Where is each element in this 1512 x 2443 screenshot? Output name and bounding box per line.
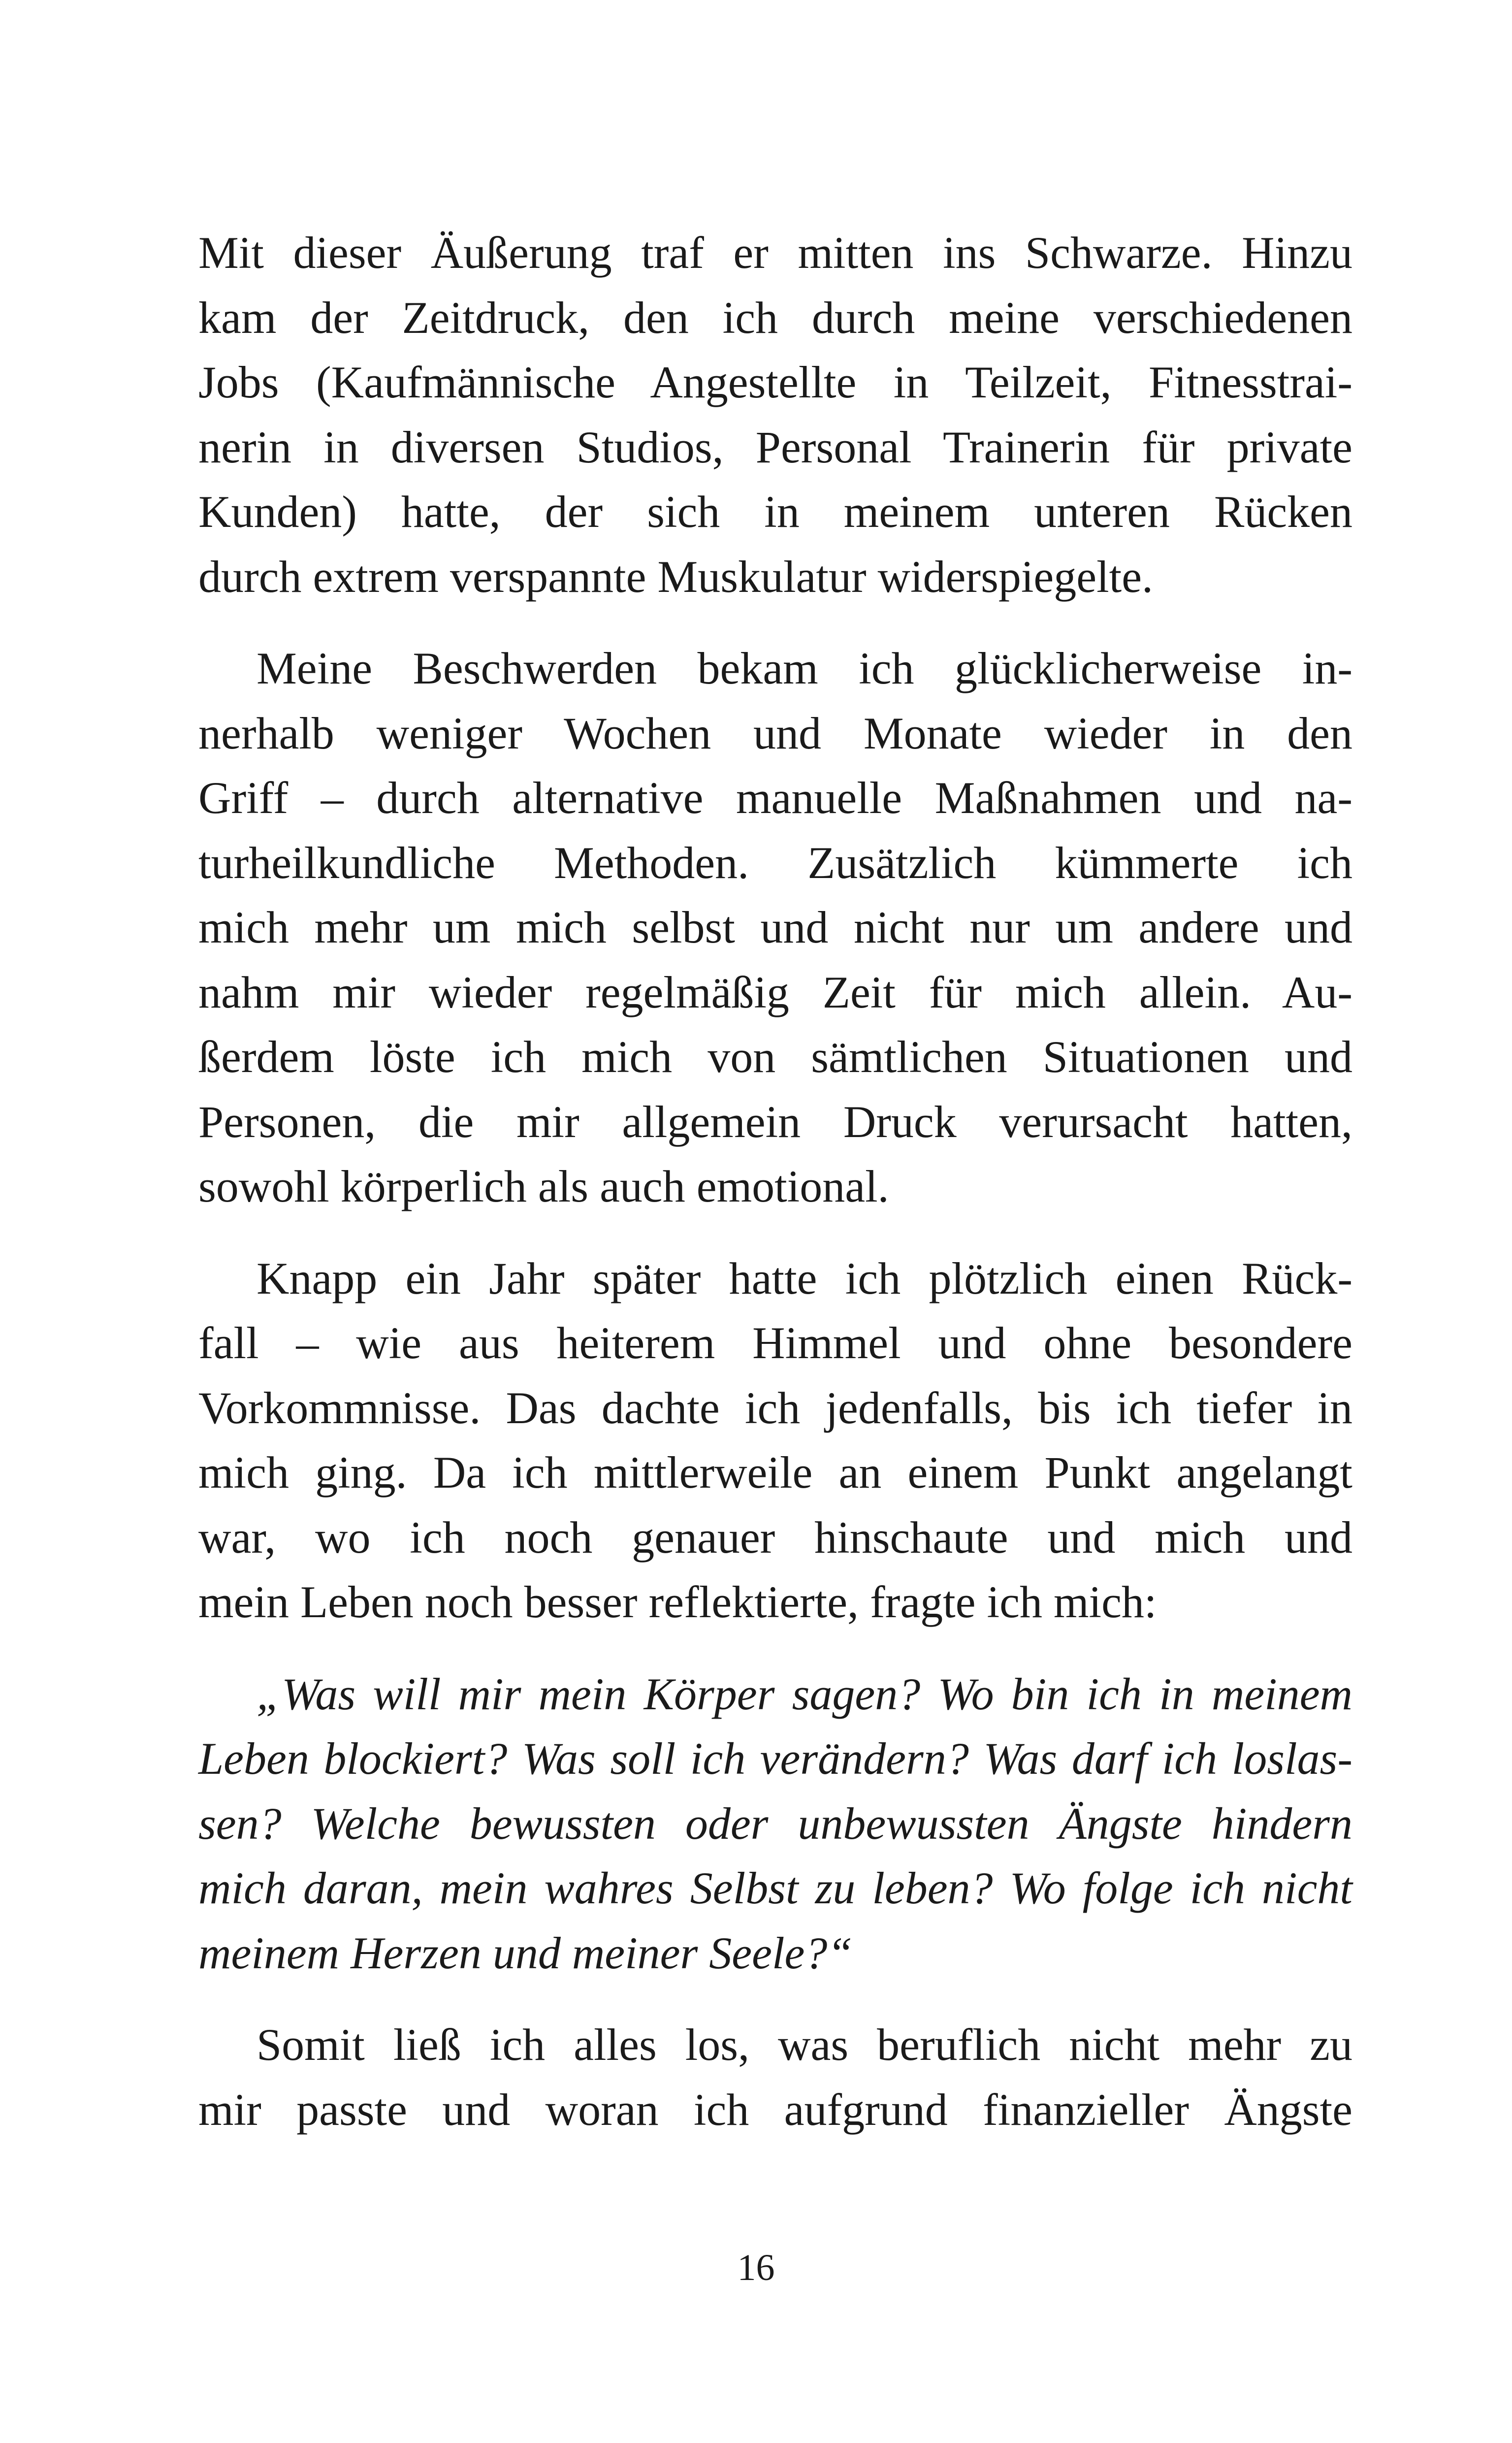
text-line: ßerdem löste ich mich von sämtlichen Situationen und bbox=[198, 1032, 1352, 1082]
paragraph-3 bbox=[198, 1246, 1352, 1635]
body-text bbox=[198, 221, 1352, 2142]
text-line: Jobs (Kaufmännische Angestellte in Teilzeit, Fitnesstrai- bbox=[198, 357, 1352, 407]
text-line: nerin in diversen Studios, Personal Trainerin für private bbox=[198, 422, 1352, 472]
quote-line: Leben blockiert? Was soll ich verändern? Was darf ich loslas- bbox=[198, 1733, 1352, 1784]
text-line: Kunden) hatte, der sich in meinem unteren Rücken bbox=[198, 487, 1352, 537]
quote-line: meinem Herzen und meiner Seele?“ bbox=[198, 1927, 853, 1978]
page-number: 16 bbox=[737, 2247, 775, 2288]
text-line: Personen, die mir allgemein Druck verursacht hatten, bbox=[198, 1096, 1352, 1147]
paragraph-5 bbox=[198, 2013, 1352, 2142]
text-line: kam der Zeitdruck, den ich durch meine verschiedenen bbox=[198, 292, 1352, 343]
quote-line: „Was will mir mein Körper sagen? Wo bin ich in meinem bbox=[257, 1668, 1352, 1719]
paragraph-2 bbox=[198, 636, 1352, 1219]
text-line: nahm mir wieder regelmäßig Zeit für mich allein. Au- bbox=[198, 967, 1352, 1017]
text-line: fall – wie aus heiterem Himmel und ohne besondere bbox=[198, 1318, 1352, 1368]
quote-line: mich daran, mein wahres Selbst zu leben? Wo folge ich nicht bbox=[198, 1863, 1352, 1913]
text-line: Meine Beschwerden bekam ich glücklicherweise in- bbox=[257, 643, 1352, 693]
text-line: mich mehr um mich selbst und nicht nur um andere und bbox=[198, 902, 1352, 952]
quote-paragraph bbox=[198, 1662, 1352, 1986]
text-line: Vorkommnisse. Das dachte ich jedenfalls, bis ich tiefer in bbox=[198, 1382, 1352, 1433]
text-line: mich ging. Da ich mittlerweile an einem Punkt angelangt bbox=[198, 1447, 1352, 1498]
text-line: Somit ließ ich alles los, was beruflich nicht mehr zu bbox=[257, 2020, 1352, 2070]
text-line: war, wo ich noch genauer hinschaute und mich und bbox=[198, 1512, 1352, 1563]
text-line: mir passte und woran ich aufgrund finanzieller Ängste bbox=[198, 2084, 1352, 2135]
text-line: mein Leben noch besser reflektierte, fragte ich mich: bbox=[198, 1577, 1157, 1627]
text-line: turheilkundliche Methoden. Zusätzlich kümmerte ich bbox=[198, 837, 1352, 888]
text-line: nerhalb weniger Wochen und Monate wieder in den bbox=[198, 708, 1352, 758]
text-line: Griff – durch alternative manuelle Maßnahmen und na- bbox=[198, 773, 1352, 823]
quote-line: sen? Welche bewussten oder unbewussten Ängste hindern bbox=[198, 1798, 1352, 1849]
paragraph-1 bbox=[198, 221, 1352, 609]
text-line: Knapp ein Jahr später hatte ich plötzlich einen Rück- bbox=[257, 1253, 1352, 1303]
text-line: durch extrem verspannte Muskulatur widerspiegelte. bbox=[198, 551, 1154, 602]
text-line: Mit dieser Äußerung traf er mitten ins Schwarze. Hinzu bbox=[198, 228, 1352, 278]
text-line: sowohl körperlich als auch emotional. bbox=[198, 1161, 889, 1211]
